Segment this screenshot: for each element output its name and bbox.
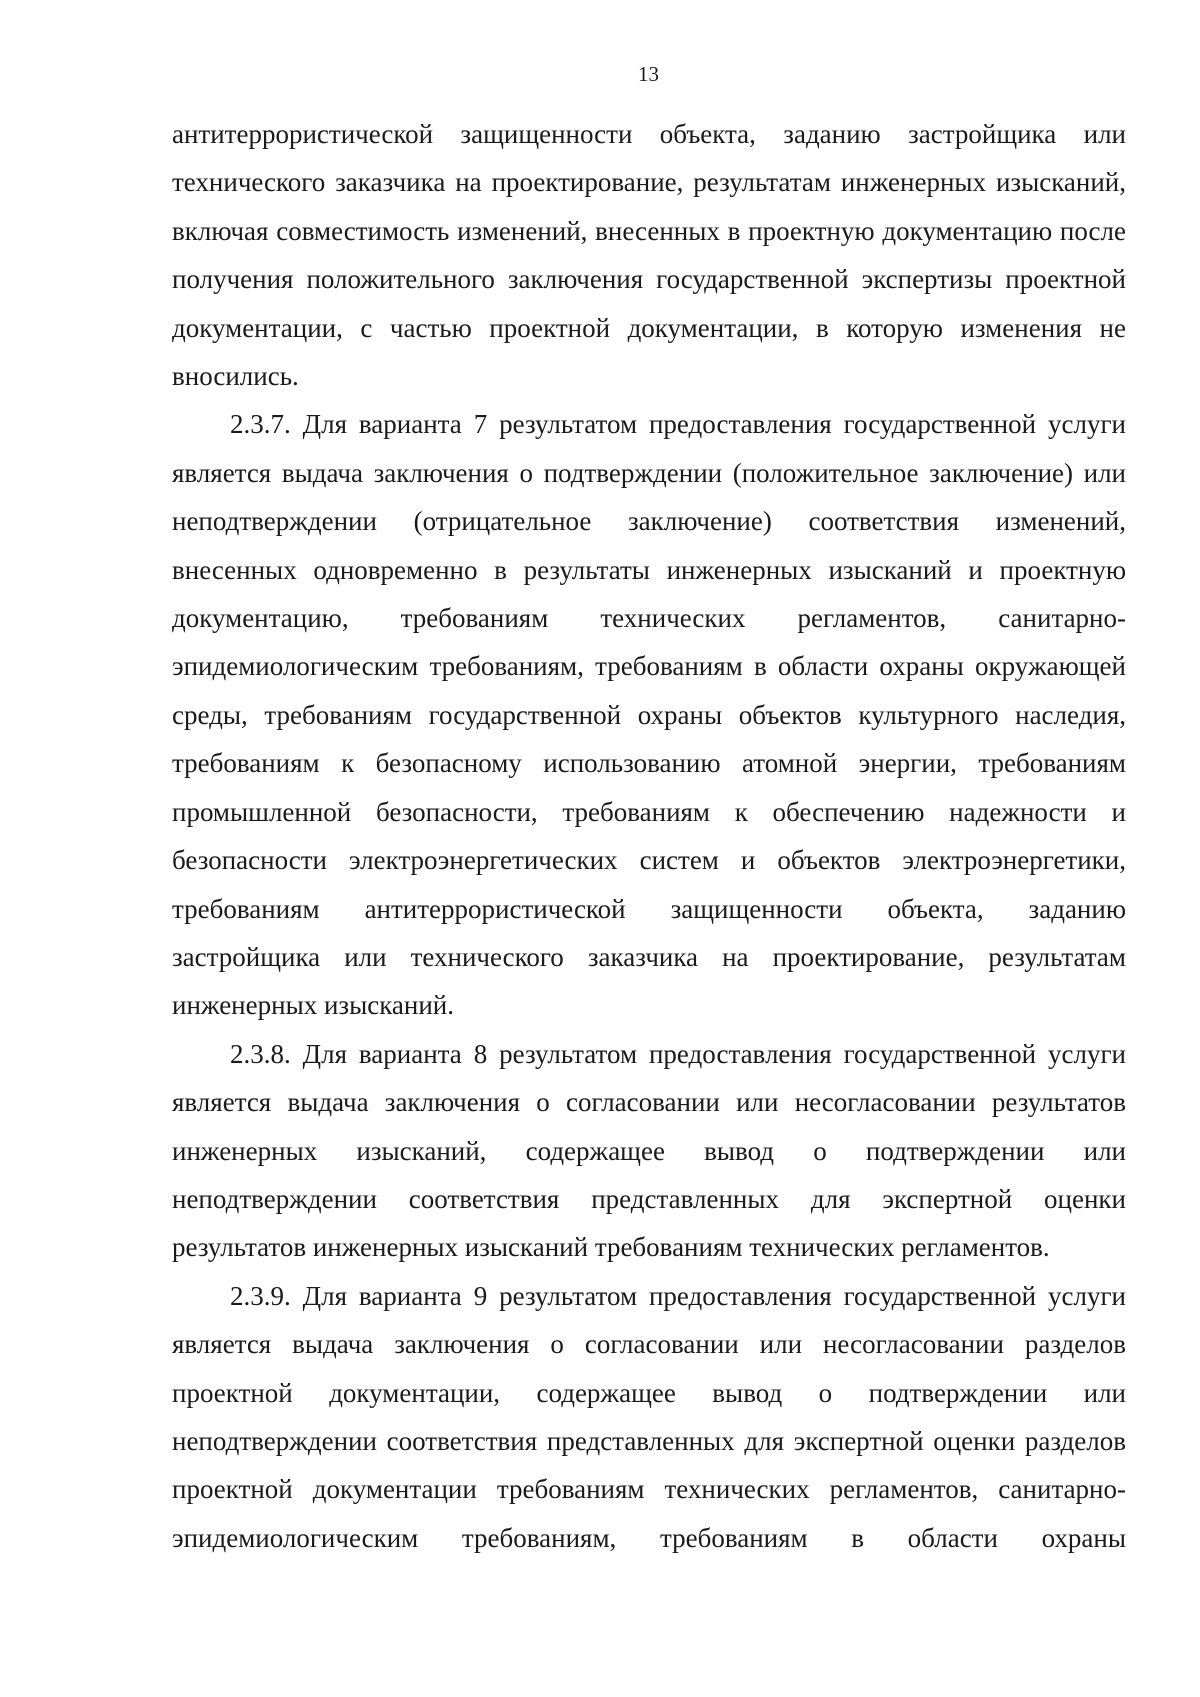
paragraph-continuation: антитеррористической защищенности объекта, заданию застройщика или технического заказчика на проектирование, результатам инженерных изысканий, включая совместимость изменений, внесенных в проектную документацию после получения положительного заключения государственной экспертизы проектной документации, с частью проектной документации, в которую изменения не вносились. — [172, 119, 1126, 392]
paragraph-2-3-9: 2.3.9. Для варианта 9 результатом предоставления государственной услуги является выдача заключения о согласовании или несогласовании разделов проектной документации, содержащее вывод о подтверждении или неподтверждении соответствия представленных для экспертной оценки разделов проектной документации требованиям технических регламентов, санитарно-эпидемиологическим требованиям, требованиям в области охраны — [172, 1280, 1126, 1553]
paragraph-2-3-8: 2.3.8. Для варианта 8 результатом предоставления государственной услуги является выдача заключения о согласовании или несогласовании результатов инженерных изысканий, содержащее вывод о подтверждении или неподтверждении соответствия представленных для экспертной оценки результатов инженерных изысканий требованиям технических регламентов. — [172, 1038, 1126, 1263]
page-number: 13 — [638, 62, 659, 86]
paragraph-2-3-7: 2.3.7. Для варианта 7 результатом предоставления государственной услуги является выдача заключения о подтверждении (положительное заключение) или неподтверждении (отрицательное заключение) соответствия изменений, внесенных одновременно в результаты инженерных изысканий и проектную документацию, требованиям технических регламентов, санитарно-эпидемиологическим требованиям, требованиям в области охраны окружающей среды, требованиям государственной охраны объектов культурного наследия, требованиям к безопасному использованию атомной энергии, требованиям промышленной безопасности, требованиям к обеспечению надежности и безопасности электроэнергетических систем и объектов электроэнергетики, требованиям антитеррористической защищенности объекта, заданию застройщика или технического заказчика на проектирование, результатам инженерных изысканий. — [172, 409, 1126, 1021]
document-body — [172, 110, 1126, 1562]
